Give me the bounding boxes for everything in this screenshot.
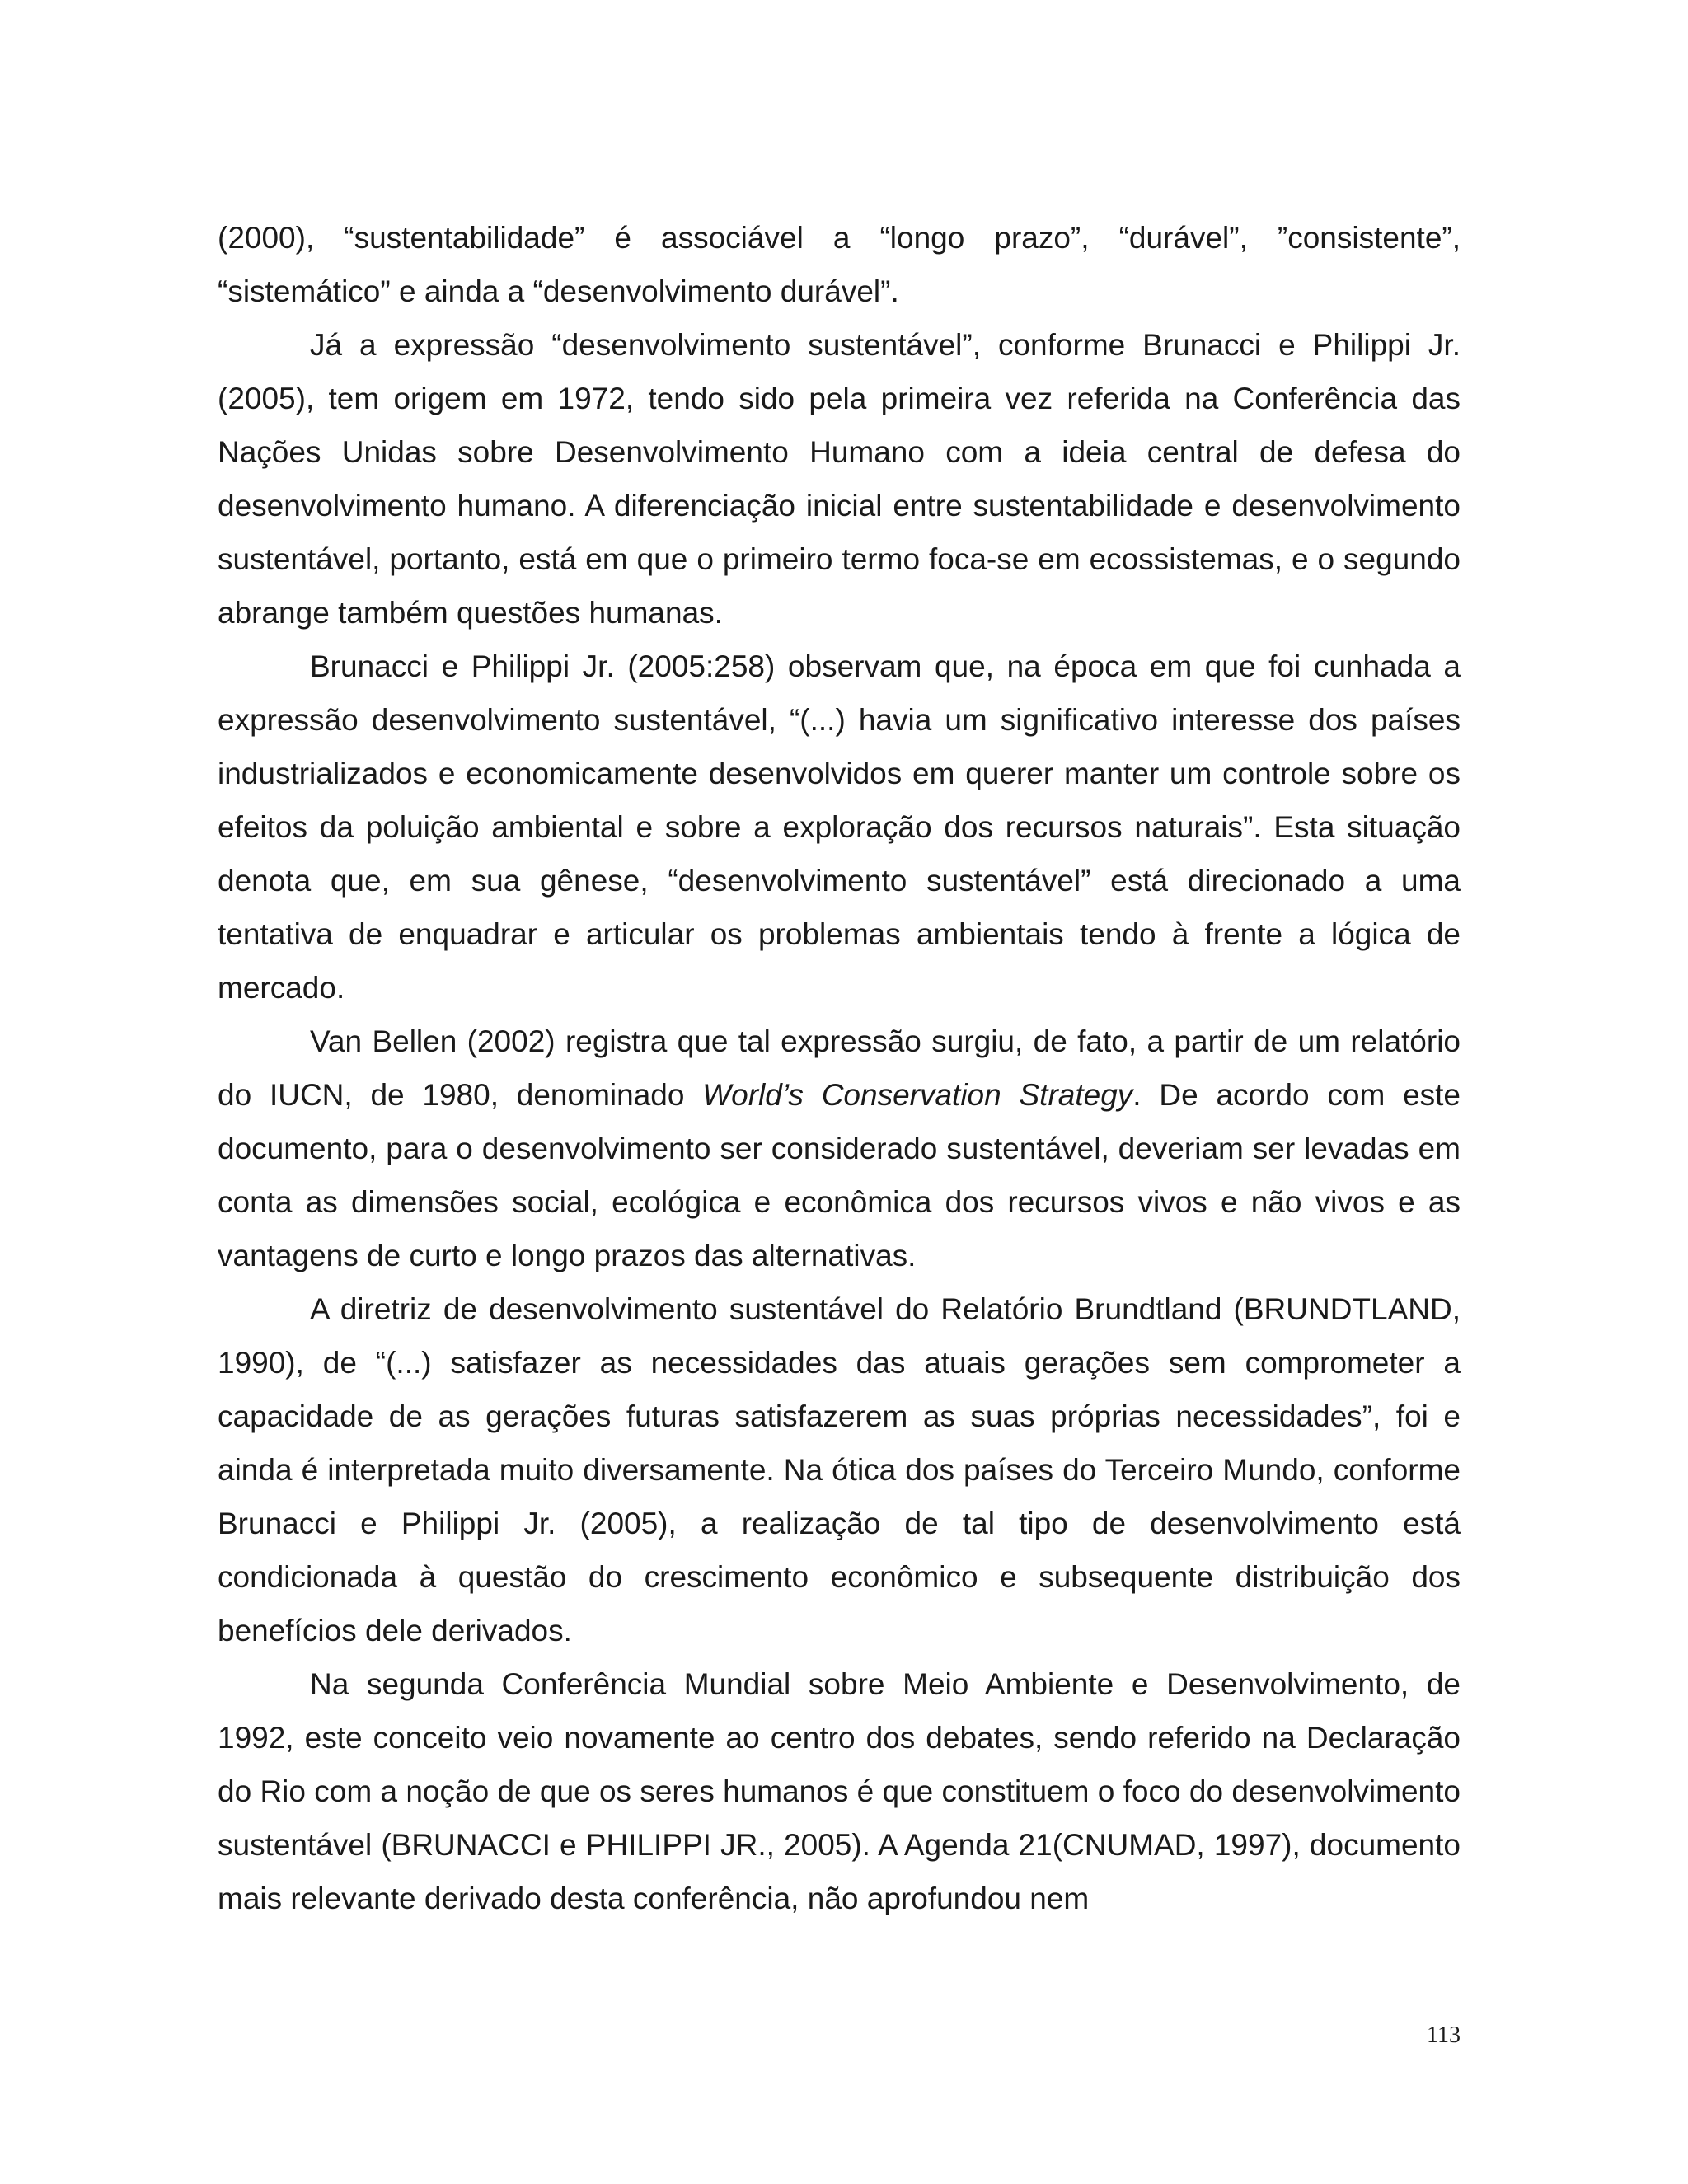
- page-number: 113: [1427, 2022, 1461, 2048]
- paragraph-brundtland: A diretriz de desenvolvimento sustentável do Relatório Brundtland (BRUNDTLAND, 1990), de “(...) satisfazer as necessidades das atuais gerações sem comprometer a capacidade de as gerações futuras satisfazerem as suas próprias necessidades”, foi e ainda é interpretada muito diversamente. Na ótica dos países do Terceiro Mundo, conforme Brunacci e Philippi Jr. (2005), a realização de tal tipo de desenvolvimento está condicionada à questão do crescimento econômico e subsequente distribuição dos benefícios dele derivados.: [218, 1292, 1461, 1647]
- paragraph-van-bellen-before: Van Bellen (2002) registra que tal expressão surgiu, de fato, a partir de um relatório do IUCN, de 1980, denominado: [218, 1024, 1461, 1112]
- paragraph-van-bellen-after: . De acordo com este documento, para o desenvolvimento ser considerado sustentável, deveriam ser levadas em conta as dimensões social, ecológica e econômica dos recursos vivos e não vivos e as vantagens de curto e longo prazos das alternativas.: [218, 1078, 1461, 1272]
- paragraph-rio-conference: Na segunda Conferência Mundial sobre Meio Ambiente e Desenvolvimento, de 1992, este conceito veio novamente ao centro dos debates, sendo referido na Declaração do Rio com a noção de que os seres humanos é que constituem o foco do desenvolvimento sustentável (BRUNACCI e PHILIPPI JR., 2005). A Agenda 21(CNUMAD, 1997), documento mais relevante derivado desta conferência, não aprofundou nem: [218, 1667, 1461, 1915]
- paragraph-brunacci-philippi-quote: Brunacci e Philippi Jr. (2005:258) observam que, na época em que foi cunhada a expressão desenvolvimento sustentável, “(...) havia um significativo interesse dos países industrializados e economicamente desenvolvidos em querer manter um controle sobre os efeitos da poluição ambiental e sobre a exploração dos recursos naturais”. Esta situação denota que, em sua gênese, “desenvolvimento sustentável” está direcionado a uma tentativa de enquadrar e articular os problemas ambientais tendo à frente a lógica de mercado.: [218, 649, 1461, 1005]
- paragraph-desenvolvimento-sustentavel-origin: Já a expressão “desenvolvimento sustentável”, conforme Brunacci e Philippi Jr. (2005), tem origem em 1972, tendo sido pela primeira vez referida na Conferência das Nações Unidas sobre Desenvolvimento Humano com a ideia central de defesa do desenvolvimento humano. A diferenciação inicial entre sustentabilidade e desenvolvimento sustentável, portanto, está em que o primeiro termo foca-se em ecossistemas, e o segundo abrange também questões humanas.: [218, 328, 1461, 630]
- paragraph-van-bellen: [218, 1015, 1461, 1282]
- body-text: [218, 211, 1461, 1925]
- paragraph-continuation: (2000), “sustentabilidade” é associável a “longo prazo”, “durável”, ”consistente”, “sistemático” e ainda a “desenvolvimento durável”.: [218, 221, 1461, 308]
- paragraph-van-bellen-italic-title: World’s Conservation Strategy: [702, 1078, 1133, 1112]
